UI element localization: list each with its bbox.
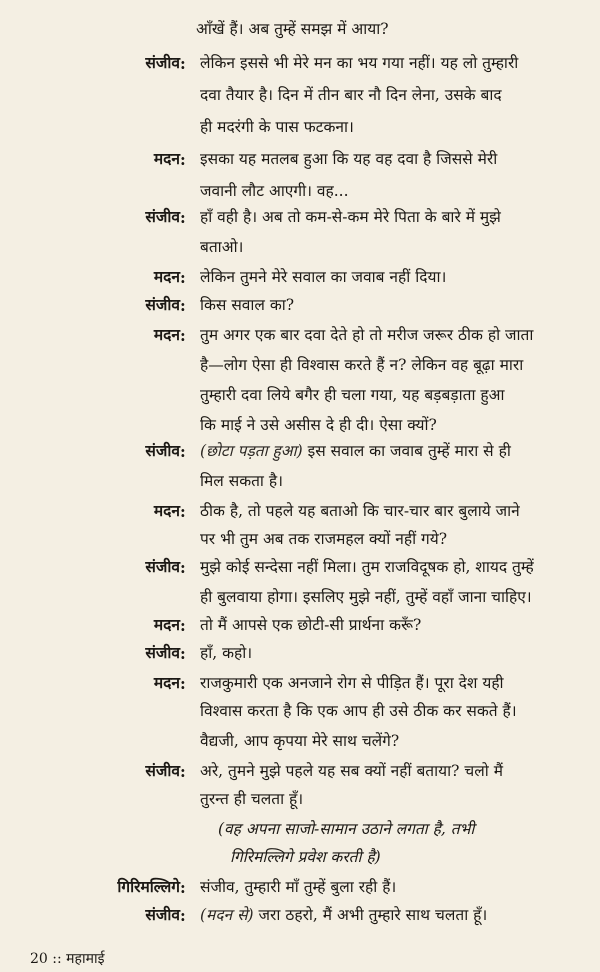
inline-stage-direction: (छोटा पड़ता हुआ) [200, 442, 303, 460]
speaker-name: मदन [153, 150, 180, 168]
stage-direction-line: (वह अपना साजो-सामान उठाने लगता है, तभी [218, 820, 475, 838]
speaker-name: संजीव [145, 296, 180, 314]
dialogue-line: है—लोग ऐसा ही विश्वास करते हैं न? लेकिन वह बूढ़ा मारा [200, 356, 524, 374]
speaker-name: संजीव [145, 54, 180, 72]
dialogue-line: पर भी तुम अब तक राजमहल क्यों नहीं गये? [200, 530, 448, 548]
speaker-colon: : [180, 502, 186, 521]
dialogue-line: वैद्यजी, आप कृपया मेरे साथ चलेंगे? [200, 732, 400, 750]
speaker-name: संजीव [145, 906, 180, 924]
dialogue-line: मुझे कोई सन्देसा नहीं मिला। तुम राजविदूषक हो, शायद तुम्हें [200, 558, 534, 576]
speaker-colon: : [180, 906, 186, 925]
dialogue-line: विश्वास करता है कि एक आप ही उसे ठीक कर सकते हैं। [200, 702, 517, 720]
speaker-colon: : [180, 762, 186, 781]
dialogue-text: इस सवाल का जवाब तुम्हें मारा से ही [307, 442, 511, 460]
dialogue-line: तुम्हारी दवा लिये बगैर ही चला गया, यह बड़बड़ाता हुआ [200, 386, 505, 404]
dialogue-line: ही मदरंगी के पास फटकना। [200, 118, 354, 136]
dialogue-line: इसका यह मतलब हुआ कि यह वह दवा है जिससे मेरी [200, 150, 498, 168]
stage-direction-line: गिरिमल्लिगे प्रवेश करती है) [230, 848, 381, 866]
speaker-name: संजीव [145, 762, 180, 780]
speaker-colon: : [180, 296, 186, 315]
dialogue-text: जरा ठहरो, मैं अभी तुम्हारे साथ चलता हूँ। [258, 906, 488, 924]
speaker-colon: : [180, 442, 186, 461]
speaker-name: संजीव [145, 644, 180, 662]
dialogue-line: जवानी लौट आएगी। वह... [200, 182, 349, 200]
speaker-colon: : [180, 616, 186, 635]
speaker-name: मदन [153, 326, 180, 344]
speaker-name: संजीव [145, 208, 180, 226]
dialogue-line: मिल सकता है। [200, 472, 283, 490]
dialogue-line: संजीव, तुम्हारी माँ तुम्हें बुला रही हैं। [200, 878, 397, 896]
dialogue-line: तुम अगर एक बार दवा देते हो तो मरीज जरूर ठीक हो जाता [200, 326, 534, 344]
dialogue-line: कि माई ने उसे असीस दे ही दी। ऐसा क्यों? [200, 416, 437, 434]
speaker-colon: : [180, 54, 186, 73]
dialogue-line [200, 444, 511, 460]
speaker-colon: : [180, 878, 186, 897]
speaker-colon: : [180, 150, 186, 169]
speaker-colon: : [180, 674, 186, 693]
speaker-colon: : [180, 268, 186, 287]
dialogue-line: अरे, तुमने मुझे पहले यह सब क्यों नहीं बताया? चलो मैं [200, 762, 503, 780]
page-footer: 20 :: महामाई [30, 951, 105, 967]
dialogue-line: किस सवाल का? [200, 296, 295, 314]
speaker-colon: : [180, 326, 186, 345]
speaker-colon: : [180, 208, 186, 227]
speaker-colon: : [180, 558, 186, 577]
dialogue-line: तो मैं आपसे एक छोटी-सी प्रार्थना करूँ? [200, 616, 422, 634]
continuation-line: आँखें हैं। अब तुम्हें समझ में आया? [196, 20, 389, 38]
speaker-name: मदन [153, 674, 180, 692]
speaker-name: संजीव [145, 442, 180, 460]
speaker-name: गिरिमल्लिगे [117, 878, 180, 896]
speaker-name: संजीव [145, 558, 180, 576]
dialogue-line: लेकिन तुमने मेरे सवाल का जवाब नहीं दिया। [200, 268, 447, 286]
inline-stage-direction: (मदन से) [200, 906, 254, 924]
speaker-name: मदन [153, 268, 180, 286]
dialogue-line [200, 908, 487, 924]
dialogue-line: दवा तैयार है। दिन में तीन बार नौ दिन लेना, उसके बाद [200, 86, 502, 104]
dialogue-line: राजकुमारी एक अनजाने रोग से पीड़ित हैं। पूरा देश यही [200, 674, 504, 692]
speaker-colon: : [180, 644, 186, 663]
speaker-name: मदन [153, 502, 180, 520]
dialogue-line: तुरन्त ही चलता हूँ। [200, 790, 304, 808]
dialogue-line: हाँ वही है। अब तो कम-से-कम मेरे पिता के बारे में मुझे [200, 208, 501, 226]
dialogue-line: ही बुलवाया होगा। इसलिए मुझे नहीं, तुम्हें वहाँ जाना चाहिए। [200, 588, 532, 606]
dialogue-line: हाँ, कहो। [200, 644, 253, 662]
dialogue-line: ठीक है, तो पहले यह बताओ कि चार-चार बार बुलाये जाने [200, 502, 520, 520]
dialogue-line: लेकिन इससे भी मेरे मन का भय गया नहीं। यह लो तुम्हारी [200, 54, 519, 72]
speaker-name: मदन [153, 616, 180, 634]
dialogue-line: बताओ। [200, 238, 244, 256]
